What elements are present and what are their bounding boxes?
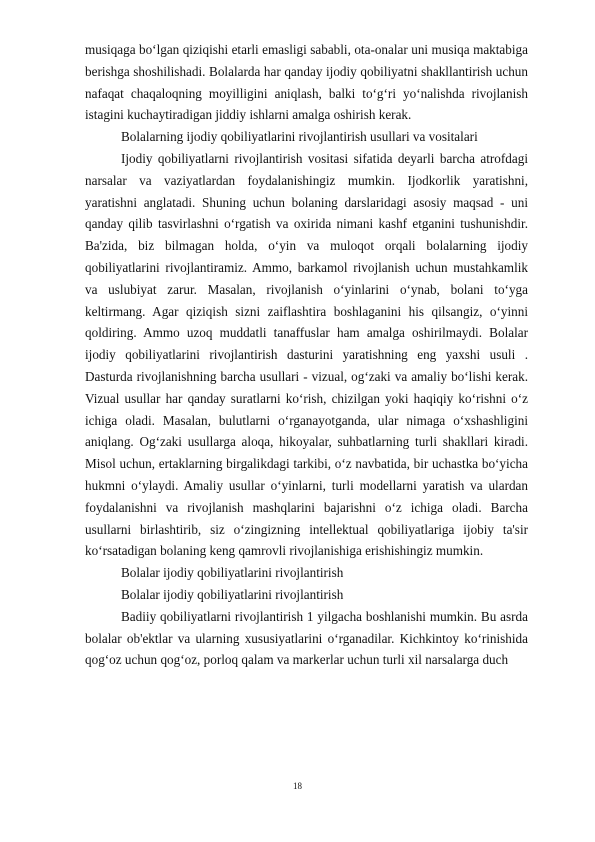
section-heading-development: Bolalar ijodiy qobiliyatlarini rivojlantirish bbox=[121, 565, 344, 581]
paragraph-methods: Ijodiy qobiliyatlarni rivojlantirish vositasi sifatida deyarli barcha atrofdagi narsalar va vaziyatlardan foydalanishingiz mumkin. Ijodkorlik yaratishni, yaratishni anglatadi. Shuning uchun bolaning darslaridagi asosiy maqsad - uni qanday qilib tasvirlashni o‘rgatish va oxirida nimani kashf etganini tushunishdir. Ba'zida, biz bilmagan holda, o‘yin va muloqot orqali bolalarning ijodiy qobiliyatlarini rivojlantiramiz. Ammo, barkamol rivojlanish uchun mustahkamlik va uslubiyat zarur. Masalan, rivojlanish o‘yinlarini o‘ynab, bolani to‘yga keltirmang. Agar qiziqish sizni zaiflashtira boshlaganini his qilsangiz, o‘yinni qoldiring. Ammo uzoq muddatli tanaffuslar ham amalga oshirilmaydi. Bolalar ijodiy qobiliyatlarini rivojlantirish dasturini yaratishning eng yaxshi usuli . Dasturda rivojlanishning barcha usullari - vizual, og‘zaki va amaliy bo‘lishi kerak. Vizual usullar har qanday suratlarni ko‘rish, chizilgan yoki haqiqiy ko‘rishni o‘z ichiga oladi. Masalan, bulutlarni o‘rganayotganda, ular nimaga o‘xshashligini aniqlang. Og‘zaki usullarga aloqa, hikoyalar, suhbatlarning turli shakllari kiradi. Misol uchun, ertaklarning birgalikdagi tarkibi, o‘z navbatida, bir uchastka bo‘yicha hukmni o‘ylaydi. Amaliy usullar o‘yinlarni, turli modellarni yaratish va ulardan foydalanishni va rivojlanish mashqlarini bajarishni o‘z ichiga oladi. Barcha usullarni birlashtirib, siz o‘zingizning intellektual qobiliyatlariga ijobiy ta'sir ko‘rsatadigan bolaning keng qamrovli rivojlanishiga erishishingiz mumkin. bbox=[85, 150, 528, 559]
paragraph-artistic-abilities: Badiiy qobiliyatlarni rivojlantirish 1 yilgacha boshlanishi mumkin. Bu asrda bolalar ob'ektlar va ularning xususiyatlarini o‘rganadilar. Kichkintoy ko‘rinishida qog‘oz uchun qog‘oz, porloq qalam va markerlar uchun turli xil narsalarga duch bbox=[85, 608, 528, 668]
body-text bbox=[85, 39, 528, 671]
section-heading-development-repeat: Bolalar ijodiy qobiliyatlarini rivojlantirish bbox=[121, 586, 344, 602]
page-number: 18 bbox=[293, 781, 302, 791]
section-heading-methods: Bolalarning ijodiy qobiliyatlarini rivojlantirish usullari va vositalari bbox=[121, 129, 478, 145]
paragraph-continuation: musiqaga bo‘lgan qiziqishi etarli emasligi sababli, ota-onalar uni musiqa maktabiga berishga shoshilishadi. Bolalarda har qanday ijodiy qobiliyatni shakllantirish uchun nafaqat chaqaloqning moyilligini aniqlash, balki to‘g‘ri yo‘nalishda rivojlanish istagini kuchaytiradigan jiddiy ishlarni amalga oshirish kerak. bbox=[85, 42, 528, 123]
